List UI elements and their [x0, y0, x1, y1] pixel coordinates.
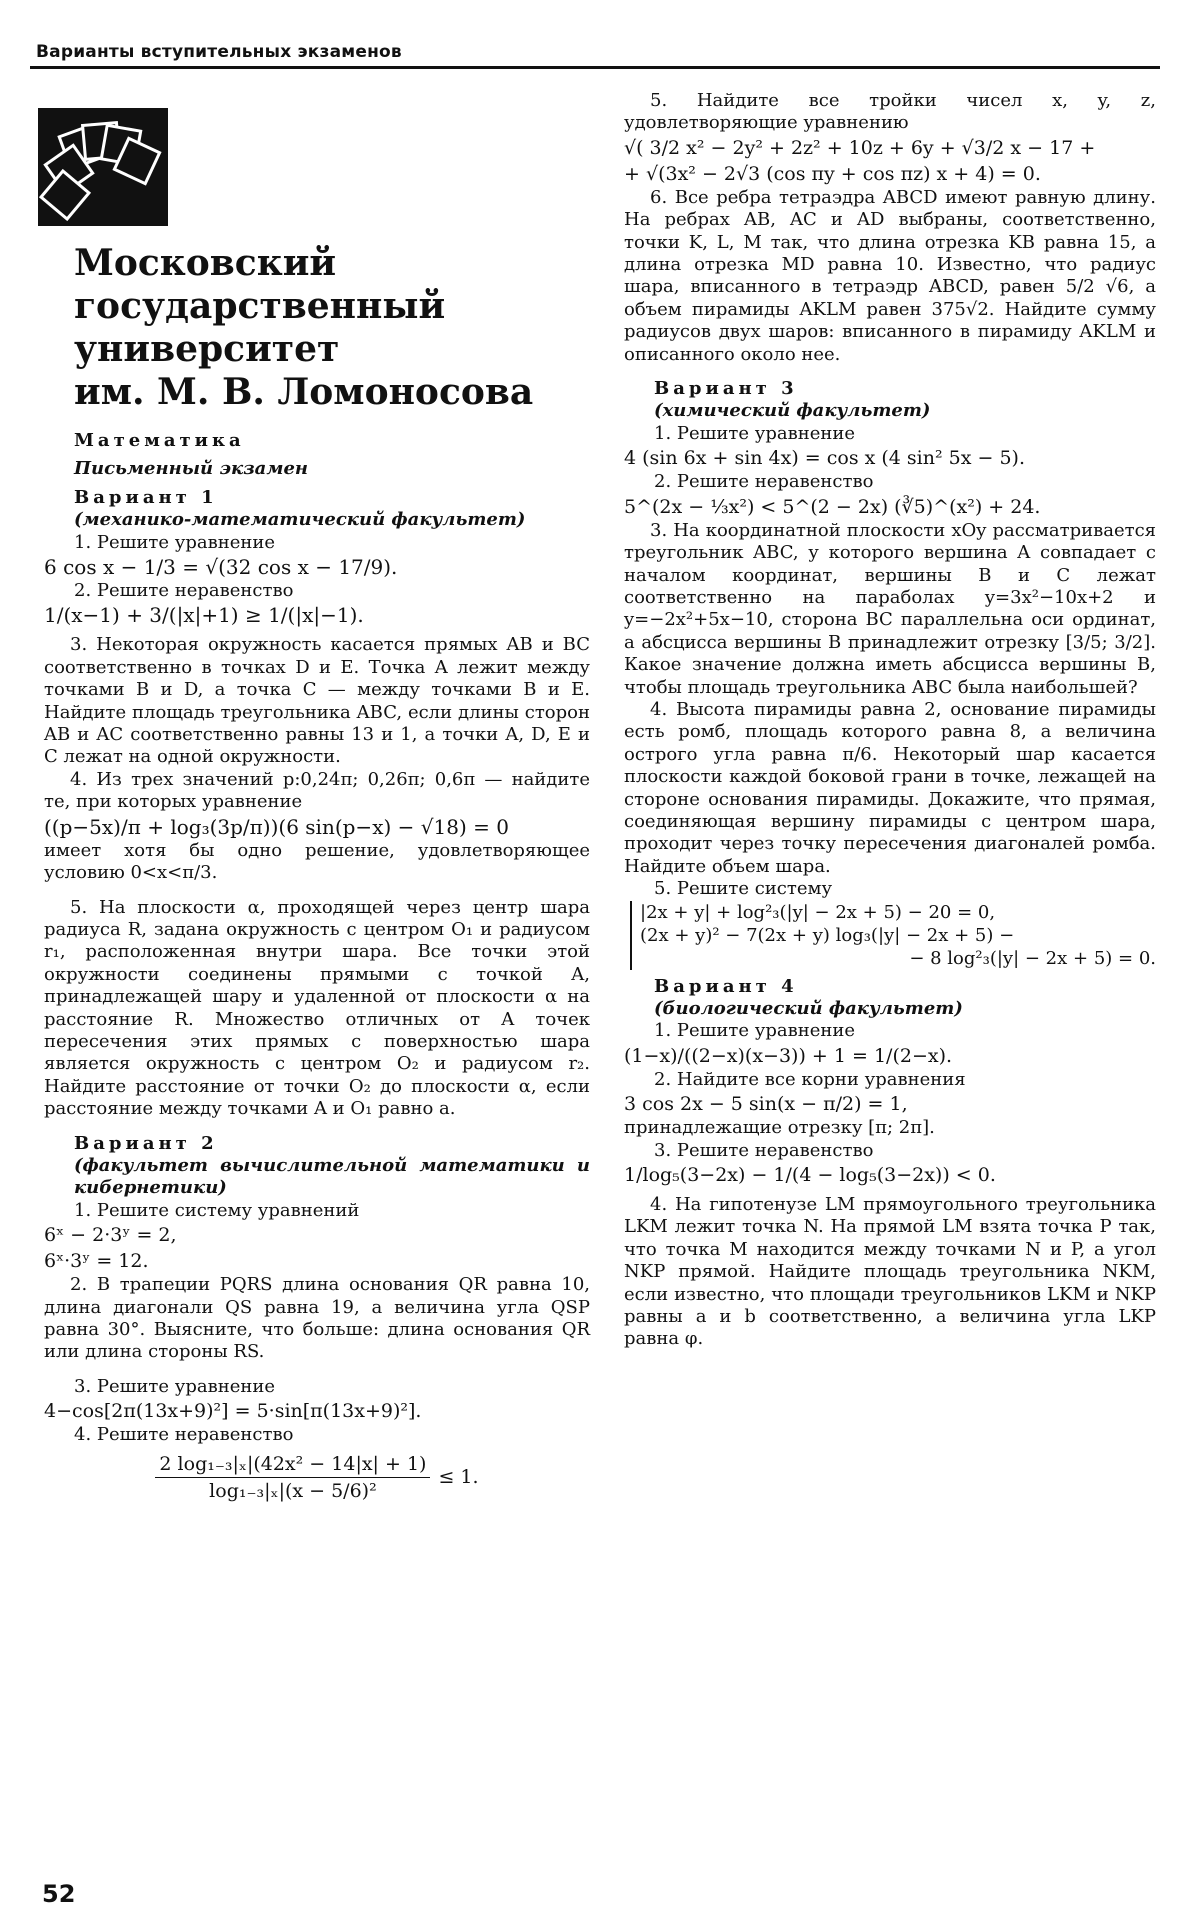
task-text: 6. Все ребра тетраэдра ABCD имеют равную длину. На ребрах AB, AC и AD выбраны, соответственно, точки K, L, M так, что длина отрезка KB равна 15, а длина отрезка MD равна 10. Известно, что радиус шара, вписанного в тетраэдр ABCD, равен 5/2 √6, а объем пирамиды AKLM равен 375√2. Найдите сумму радиусов двух шаров: вписанного в пирамиду AKLM и описанного около нее. [624, 186, 1156, 365]
task-text: 1. Решите уравнение [654, 1020, 855, 1042]
formula: 6ˣ − 2·3ʸ = 2, [44, 1224, 177, 1247]
variant-4-faculty: (биологический факультет) [654, 998, 963, 1019]
title-line: государственный [74, 285, 446, 327]
variant-2-title: Вариант 2 [74, 1132, 218, 1154]
variant-3-faculty: (химический факультет) [654, 400, 931, 422]
task-text: 2. Решите неравенство [654, 471, 874, 493]
variant-1-title: Вариант 1 [74, 486, 218, 508]
exam-type: Письменный экзамен [74, 458, 309, 480]
task-text: 2. Найдите все корни уравнения [654, 1068, 966, 1090]
title-line: Московский [74, 242, 337, 284]
formula: 1/(x−1) + 3/(|x|+1) ≥ 1/(|x|−1). [44, 603, 364, 628]
formula: (2x + y)² − 7(2x + y) log₃(|y| − 2x + 5) − [640, 924, 1015, 946]
subject-heading: Математика [74, 430, 245, 451]
formula: 1/log₅(3−2x) − 1/(4 − log₅(3−2x)) < 0. [624, 1164, 996, 1187]
task-text: 4. Из трех значений p:0,24π; 0,26π; 0,6π — найдите те, при которых уравнение [44, 768, 590, 813]
left-column [44, 430, 590, 1508]
fraction-numerator: 2 log₁₋₃|ₓ|(42x² − 14|x| + 1) [155, 1451, 430, 1478]
task-text: имеет хотя бы одно решение, удовлетворяющее условию 0<x<π/3. [44, 839, 590, 884]
task-text: 1. Решите систему уравнений [74, 1199, 360, 1221]
title-line: университет [74, 328, 340, 370]
formula: 4−cos[2π(13x+9)²] = 5·sin[π(13x+9)²]. [44, 1400, 422, 1423]
task-text: 2. Решите неравенство [74, 580, 294, 602]
formula: − 8 log²₃(|y| − 2x + 5) = 0. [909, 947, 1156, 969]
running-head: Варианты вступительных экзаменов [36, 42, 402, 62]
task-text: 2. В трапеции PQRS длина основания QR равна 10, длина диагонали QS равна 19, а величина угла QSP равна 30°. Выясните, что больше: длина основания QR или длина стороны RS. [44, 1274, 590, 1363]
task-text: 5. Найдите все тройки чисел x, y, z, удовлетворяющие уравнению [624, 90, 1156, 134]
variant-4-title: Вариант 4 [654, 975, 798, 997]
fraction-denominator: log₁₋₃|ₓ|(x − 5/6)² [209, 1479, 377, 1502]
page-title [74, 242, 594, 414]
formula: 3 cos 2x − 5 sin(x − π/2) = 1, [624, 1093, 908, 1116]
task-text: 3. На координатной плоскости xOy рассматривается треугольник ABC, у которого вершина A совпадает с началом координат, вершины B и C лежат соответственно на параболах y=3x²−10x+2 и y=−2x²+5x−10, сторона BC параллельна оси ординат, а абсцисса вершины B принадлежит отрезку [3/5; 3/2]. Какое значение должна иметь абсцисса вершины B, чтобы площадь треугольника ABC была наибольшей? [624, 519, 1156, 698]
system-formula [630, 901, 1156, 970]
task-text: 4. На гипотенузе LM прямоугольного треугольника LKM лежит точка N. На прямой LM взята точка P так, что точка M находится между точками N и P, а угол NKP прямой. Найдите площадь треугольника NKM, если известно, что площади треугольников LKM и NKP равны a и b соответственно, а величина угла LKP равна φ. [624, 1194, 1156, 1350]
variant-1-faculty: (механико-математический факультет) [74, 509, 526, 531]
page-number: 52 [42, 1880, 76, 1908]
formula: √( 3/2 x² − 2y² + 2z² + 10z + 6y + √3/2 x − 17 + [624, 136, 1096, 159]
formula: + √(3x² − 2√3 (cos πy + cos πz) x + 4) = 0. [624, 162, 1041, 185]
formula: 6 cos x − 1/3 = √(32 cos x − 17/9). [44, 555, 398, 580]
formula: ((p−5x)/π + log₃(3p/π))(6 sin(p−x) − √18) = 0 [44, 814, 509, 839]
formula: 4 (sin 6x + sin 4x) = cos x (4 sin² 5x − 5). [624, 447, 1025, 470]
task-text: 4. Высота пирамиды равна 2, основание пирамиды есть ромб, площадь которого равна 8, а величина острого угла равна π/6. Некоторый шар касается плоскости каждой боковой грани в точке, лежащей на стороне основания пирамиды. Докажите, что прямая, соединяющая вершину пирамиды с центром шара, проходит через точку пересечения диагоналей ромба. Найдите объем шара. [624, 698, 1156, 877]
task-text: 4. Решите неравенство [74, 1424, 294, 1446]
task-text: 3. Решите уравнение [74, 1375, 275, 1397]
task-text: принадлежащие отрезку [π; 2π]. [624, 1117, 935, 1139]
header-rule [30, 66, 1160, 69]
variant-2-faculty: (факультет вычислительной математики и кибернетики) [74, 1154, 590, 1199]
formula: 5^(2x − ⅓x²) < 5^(2 − 2x) (∛5)^(x²) + 24. [624, 495, 1041, 518]
task-text: 3. Решите неравенство [654, 1139, 874, 1161]
task-text: 5. Решите систему [654, 878, 833, 900]
formula: |2x + y| + log²₃(|y| − 2x + 5) − 20 = 0, [640, 901, 996, 923]
formula: 6ˣ·3ʸ = 12. [44, 1250, 149, 1273]
right-column [624, 90, 1156, 1351]
variant-3-title: Вариант 3 [654, 378, 798, 400]
task-text: 1. Решите уравнение [654, 422, 855, 444]
task-text: 3. Некоторая окружность касается прямых AB и BC соответственно в точках D и E. Точка A лежит между точками B и D, а точка C — между точками B и E. Найдите площадь треугольника ABC, если длины сторон AB и AC соответственно равны 13 и 1, а точки A, D, E и C лежат на одной окружности. [44, 634, 590, 768]
task-text: 5. На плоскости α, проходящей через центр шара радиуса R, задана окружность с центром O₁ и радиусом r₁, расположенная внутри шара. Все точки этой окружности соединены прямыми с точкой A, принадлежащей шару и удаленной от плоскости α на расстояние R. Множество отличных от A точек пересечения этих прямых с поверхностью шара является окружность с центром O₂ и радиусом r₂. Найдите расстояние от точки O₂ до плоскости α, если расстояние между точками A и O₁ равно a. [44, 896, 590, 1120]
formula: (1−x)/((2−x)(x−3)) + 1 = 1/(2−x). [624, 1044, 953, 1067]
formula-rhs: ≤ 1. [438, 1466, 479, 1489]
fan-logo-icon [38, 108, 168, 226]
task-text: 1. Решите уравнение [74, 531, 275, 553]
fraction-formula [44, 1451, 590, 1504]
title-line: им. М. В. Ломоносова [74, 371, 534, 413]
